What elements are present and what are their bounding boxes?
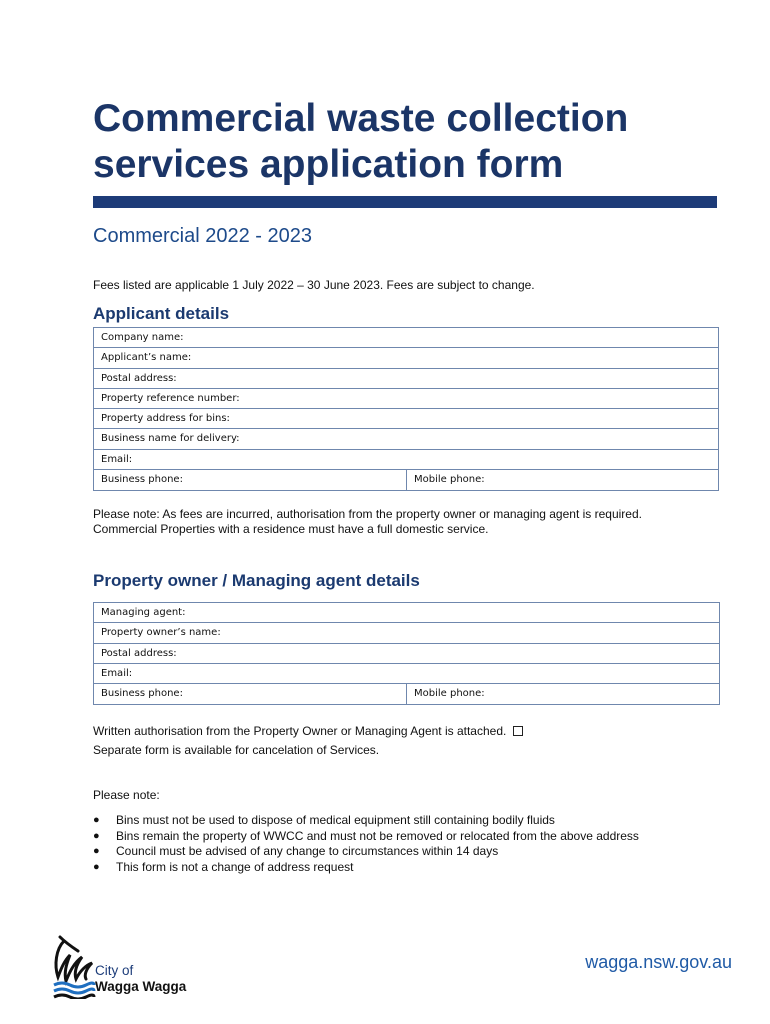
title-line-1: Commercial waste collection [93,97,629,140]
field-label: Managing agent: [101,607,186,618]
form-title [93,96,733,188]
owner-details-table [93,602,720,705]
list-item [93,829,653,845]
bullet-icon: ● [93,814,100,826]
list-item [93,860,653,876]
logo-line-2: Wagga Wagga [95,979,187,994]
authorisation-text: Written authorisation from the Property Owner or Managing Agent is attached. [93,724,507,738]
fees-note: Fees listed are applicable 1 July 2022 – 30 June 2023. Fees are subject to change. [93,278,535,292]
field-owner-business-phone[interactable]: Business phone: [94,684,407,704]
logo-line-1: City of [95,963,134,978]
field-owner-postal-address[interactable] [94,644,719,664]
list-item-text: Bins remain the property of WWCC and must not be removed or relocated from the above address [116,828,639,843]
bullet-icon: ● [93,860,100,873]
field-label: Postal address: [101,372,177,384]
field-property-reference-number[interactable] [94,389,718,409]
field-label: Postal address: [101,647,177,659]
field-property-address-for-bins[interactable] [94,409,718,429]
title-divider-bar [93,196,717,208]
field-postal-address[interactable] [94,369,718,389]
field-applicant-name[interactable] [94,348,718,368]
title-line-2: services application form [93,143,564,186]
list-item-text: Bins must not be used to dispose of medical equipment still containing bodily fluids [116,813,555,827]
authorisation-block [93,724,693,757]
form-subtitle: Commercial 2022 - 2023 [93,225,312,247]
field-label: Email: [101,667,133,679]
list-item-text: Council must be advised of any change to circumstances within 14 days [116,844,499,858]
field-label: Email: [101,453,133,465]
applicant-details-table [93,327,719,491]
bullet-icon: ● [93,845,100,857]
list-item-text: This form is not a change of address request [116,859,354,874]
field-label: Applicant’s name: [101,352,192,364]
field-mobile-phone[interactable]: Mobile phone: [414,474,485,486]
field-company-name[interactable] [94,328,718,348]
field-business-phone[interactable]: Business phone: [94,470,407,490]
authorisation-statement [93,724,693,739]
field-business-name-for-delivery[interactable] [94,429,718,449]
applicant-details-heading: Applicant details [93,304,230,323]
field-managing-agent[interactable] [94,603,719,623]
field-property-owner-name[interactable] [94,623,719,643]
field-label: Property owner’s name: [101,627,221,639]
authorisation-note [93,507,653,536]
field-label: Property address for bins: [101,413,230,425]
please-note-label: Please note: [93,788,160,802]
field-email[interactable] [94,450,718,470]
authorisation-note-line-2: Commercial Properties with a residence must have a full domestic service. [93,521,489,536]
field-owner-mobile-phone[interactable]: Mobile phone: [414,688,485,700]
logo-wordmark [95,963,186,995]
authorisation-note-line-1: Please note: As fees are incurred, authorisation from the property owner or managing agent is required. [93,507,642,521]
owner-details-heading: Property owner / Managing agent details [93,571,420,590]
authorisation-checkbox[interactable] [513,726,523,736]
field-label: Company name: [101,332,184,343]
field-label: Business name for delivery: [101,433,240,445]
field-label: Property reference number: [101,392,240,404]
owner-phone-row [94,684,719,704]
list-item [93,813,653,829]
bullet-icon: ● [93,829,100,842]
field-owner-email[interactable] [94,664,719,684]
phone-row [94,470,718,490]
list-item [93,844,653,860]
website-link[interactable]: wagga.nsw.gov.au [585,952,732,972]
separate-form-note: Separate form is available for cancelation of Services. [93,742,380,757]
please-note-list [93,813,653,875]
